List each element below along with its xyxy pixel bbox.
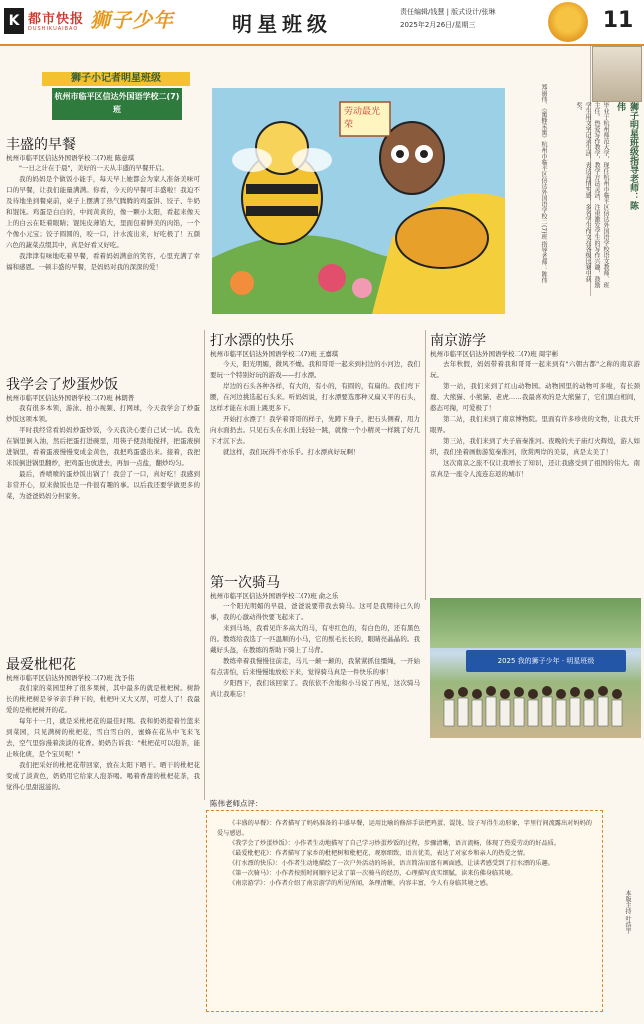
article-nanjing-trip (430, 330, 640, 592)
brand-art-title: 狮子少年 (90, 8, 174, 32)
article-paragraph: 夕阳西下，我们该回家了。我依依不舍地和小马说了再见，这次骑马真让我难忘！ (210, 679, 420, 698)
section-title: 明星班级 (232, 12, 332, 36)
article-paragraph: "一日之计在于晨"，美好的一天从丰盛的早餐开启。 (19, 164, 168, 172)
article-title: 我学会了炒蛋炒饭 (6, 377, 118, 393)
article-title: 打水漂的快乐 (210, 333, 294, 349)
trees-background (430, 598, 641, 648)
article-byline: 杭州市临平区信达外国语学校二(7)班 俞之乐 (210, 592, 339, 600)
review-item: 《南京游学》：小作者介绍了南京游学的所见所闻，条理清晰，内容丰富，令人有身临其境之感。 (229, 880, 492, 887)
article-horse-riding (210, 572, 420, 794)
event-banner: 2025 我的狮子少年 · 明星班级 (466, 650, 626, 672)
article-paragraph: 来到马场，我看见许多高大的马，有枣红色的，有白色的，还有黑色的。教练给我选了一匹温顺的小马，它的鬃毛长长的，眼睛亮晶晶的。我戴好头盔，在教练的帮助下骑上了马背。 (210, 624, 420, 654)
article-paragraph: 第一站，我们来到了红山动物园。动物园里的动物可多啦，有长颈鹿、大熊猫、小熊猫、老虎……我最喜欢的是大熊猫了，它们黑白相间，憨态可掬，可爱极了！ (430, 382, 640, 412)
article-title: 南京游学 (430, 333, 486, 349)
article-title: 第一次骑马 (210, 575, 280, 591)
teacher-title: 狮子明星班级指导老师：陈伟 (615, 102, 638, 210)
review-item: 《丰盛的早餐》：作者描写了妈妈准备的丰盛早餐，运用比喻的修辞手法把鸡蛋、馄饨、饺子写得生动形象，字里行间流露出对妈妈的爱与感恩。 (217, 820, 592, 837)
article-paragraph: 最后，香喷喷的蛋炒饭出锅了！我尝了一口，真好吃！我感到非常开心，原来做饭也是一件很有趣的事。以后我还要学做更多的菜，为爸爸妈妈分担家务。 (6, 470, 200, 500)
class-group-photo (430, 598, 641, 738)
article-paragraph: 教练牵着我慢慢往前走，马儿一颠一颠的，我紧紧抓住缰绳，一开始有点害怕，后来慢慢地放松下来，觉得骑马真是一件快乐的事！ (210, 657, 420, 676)
column-divider (425, 330, 426, 600)
class-banner (42, 72, 190, 122)
article-loquat (6, 654, 200, 1018)
article-paragraph: 我们家的菜园里种了很多果树，其中最多的就是枇杷树。树龄长的枇杷树是爷爷亲手种下的，枇杷叶又大又厚，可惹人了！我最爱的是枇杷树开的花。 (6, 684, 200, 714)
article-paragraph: 这次南京之旅不仅让我增长了知识，还让我感受到了祖国的伟大。南京真是一座令人流连忘返的城市！ (430, 459, 640, 478)
article-paragraph: 我的妈妈是个做饭小能手，每天早上她都会为家人准备美味可口的早餐，让我们能量满满。你看，今天的早餐可丰盛啦！我迫不及待地坐到餐桌前，桌子上摆满了热气腾腾的鸡蛋饼、饺子、牛奶和馄饨。鸡蛋是白白的，中间黄黄的，像一颗小太阳，看起来像天上的白云在眨着眼睛；馄饨皮薄馅大，里面包着鲜美的肉馅，一个个像小元宝；饺子圆圆的，咬一口，汁水流出来，好吃极了！五颜六色的蔬菜点缀其中，真是好看又好吃。 (6, 175, 200, 249)
article-paragraph: 平时我经常看妈妈炒蛋炒饭，今天我决心要自己试一试。我先在锅里倒入油，然后把蛋打进碗里，用筷子使劲地搅拌，把蛋液倒进锅里，看着蛋液慢慢变成金黄色，我把鸡蛋盛出来。接着，我把米饭倒进锅里翻炒，把鸡蛋也放进去，再加一点盐，翻炒均匀。 (6, 426, 200, 467)
students-crowd-illustration (440, 680, 630, 730)
article-byline: 杭州市临平区信达外国语学校二(7)班 周宇彬 (430, 350, 559, 358)
article-paragraph: 去年秋假，妈妈带着我和哥哥一起来到有"六朝古都"之称的南京游玩。 (430, 360, 640, 379)
review-item: 《最爱枇杷花》：作者描写了家乡的枇杷树和枇杷花，观察细致，语言优美，表达了对家乡和亲人的热爱之情。 (229, 850, 530, 857)
article-byline: 杭州市临平区信达外国语学校二(7)班 林朗普 (6, 394, 135, 402)
banner-line2: 杭州市临平区信达外国语学校二(7)班 (52, 88, 182, 120)
column-divider (204, 330, 205, 800)
page-header (0, 0, 644, 46)
teacher-photo (592, 46, 642, 102)
article-title: 丰盛的早餐 (6, 137, 76, 153)
article-paragraph: 开始打水漂了！我学着哥哥的样子，先蹲下身子，把石头侧着，用力向水面扔去。只见石头在水面上轻轻一跳，就像一个小精灵一样跳了好几下才沉下去。 (210, 415, 420, 445)
article-paragraph: 每年十一月，就是采枇杷花的最佳时期。我和奶奶提着竹篮来到菜园，只见满树的枇杷花，雪白雪白的，蜜蜂在花丛中飞来飞去，空气里弥漫着淡淡的花香。奶奶告诉我："枇杷花可以泡茶，能止咳化痰，是个宝贝呢！" (6, 717, 200, 758)
article-breakfast (6, 134, 200, 362)
teacher-description: 毕业于杭州师范大学，现任杭州市临平区信达外国语学校语文教师、班主任。热爱写作教学，教学方法灵活，注重激发学生的写作兴趣，鼓励学生用文字记录生活，表达真情实感，多名学生作文在各级比赛中获奖。 (575, 102, 609, 288)
logo-icon: K (4, 8, 24, 34)
brand-name: 都市快报 (28, 12, 85, 27)
review-item: 《我学会了炒蛋炒饭》：小作者生动地描写了自己学习炒蛋炒饭的过程，步骤清晰，语言流畅，体现了热爱劳动的好品质。 (229, 840, 561, 847)
page-number: 11 (602, 8, 634, 33)
article-paragraph: 今天，阳光明媚，微风不燥。我和哥哥一起来到村边的小河边，我们要玩一个特别好玩的游戏——打水漂。 (210, 360, 420, 379)
article-byline: 杭州市临平区信达外国语学校二(7)班 陈意琪 (6, 154, 135, 162)
page-editor: 本版主持 叶浩宇 (624, 890, 631, 934)
article-skipping-stones (210, 330, 420, 566)
article-title: 最爱枇杷花 (6, 657, 76, 673)
teacher-review-box (206, 810, 603, 1012)
article-byline: 杭州市临平区信达外国语学校二(7)班 王嘉琪 (210, 350, 339, 358)
student-painting (212, 88, 505, 314)
article-paragraph: 第三站，我们来到了夫子庙秦淮河。夜晚的夫子庙灯火辉煌，游人如织，我们坐着画舫游览秦淮河，欣赏两岸的美景，真是太美了！ (430, 437, 640, 456)
painting-sign-text: 劳动最光荣 (344, 107, 381, 130)
review-title: 陈伟老师点评： (210, 799, 263, 808)
painting-caption: 郑丽伟、《蜜蜂采蜜》杭州市临平区信达外国语学校二(7)班 指导老师：陈伟 (540, 84, 547, 284)
article-paragraph: 就这样，我们玩得不亦乐乎。打水漂真好玩啊！ (223, 448, 360, 456)
article-paragraph: 我津津有味地吃着早餐，看着妈妈满意的笑容，心里充满了幸福和感恩。一顿丰盛的早餐，是妈妈对我的深深的爱！ (6, 252, 200, 271)
article-paragraph: 岸边的石头各种各样，有大的，有小的，有圆的，有扁的。我们弯下腰，在河边挑选起石头来。听妈妈说，打水漂要选那种又扁又平的石头，这样才能在水面上跳更多下。 (210, 382, 420, 412)
brand-subtitle: DUSHIKUAIBAO (28, 26, 79, 32)
article-fried-rice (6, 374, 200, 640)
banner-line1: 狮子小记者明星班级 (42, 72, 190, 86)
article-paragraph: 我们把采好的枇杷花带回家，放在太阳下晒干。晒干的枇杷花变成了淡黄色，奶奶用它给家人泡茶喝。喝着香甜的枇杷花茶，我觉得心里甜滋滋的。 (6, 761, 200, 791)
article-paragraph: 我有很多本领，游泳、拍小视频、打网球，今天我学会了炒蛋炒饭这项本领。 (6, 404, 200, 423)
article-byline: 杭州市临平区信达外国语学校二(7)班 沈予伟 (6, 674, 135, 682)
date-info: 2025年2月26日/星期三 (400, 21, 476, 29)
review-item: 《打水漂的快乐》：小作者生动地描绘了一次户外活动的场景，语言简洁而富有画面感，让读者感受到了打水漂的乐趣。 (229, 860, 554, 867)
article-paragraph: 一个阳光明媚的早晨，爸爸说要带我去骑马。这可是我期待已久的事，我的心激动得快要飞起来了。 (210, 602, 420, 621)
review-item: 《第一次骑马》：小作者按照时间顺序记录了第一次骑马的经历，心理描写真实细腻，读来仿佛身临其境。 (229, 870, 517, 877)
editor-info: 责任编辑/钱慧 | 版式设计/张琳 (400, 8, 496, 16)
article-paragraph: 第二站，我们来到了南京博物院。里面有许多珍贵的文物，让我大开眼界。 (430, 415, 640, 434)
lion-mascot-icon (548, 2, 588, 42)
